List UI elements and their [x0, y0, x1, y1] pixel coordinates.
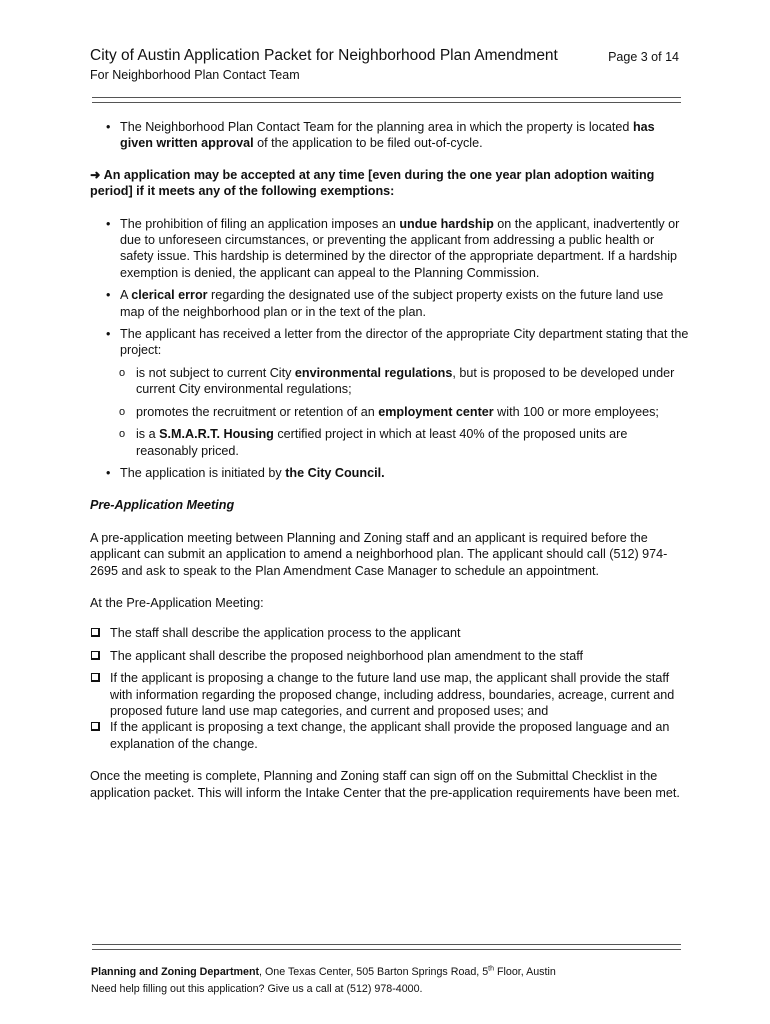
- header-subtitle: For Neighborhood Plan Contact Team: [90, 68, 300, 82]
- exemption-intro: ➜ An application may be accepted at any time [even during the one year plan adoption waiting period] if it meets any of the following exemptions:: [90, 167, 655, 199]
- arrow-icon: ➜: [90, 167, 101, 182]
- header-divider: [92, 97, 681, 103]
- checklist-item: If the applicant is proposing a change to the future land use map, the applicant shall provide the staff with information regarding the proposed change, including address, boundaries, acreage, current and proposed future land use map categories, and current and proposed uses; and: [90, 670, 690, 719]
- checklist: [90, 625, 690, 752]
- footer-divider: [92, 944, 681, 950]
- footer-help: Need help filling out this application? Give us a call at (512) 978-4000.: [91, 983, 423, 995]
- checkbox-icon: [91, 722, 100, 731]
- checklist-item: The staff shall describe the application process to the applicant: [90, 625, 690, 641]
- header-title: City of Austin Application Packet for Neighborhood Plan Amendment: [90, 47, 558, 64]
- footer-address: Planning and Zoning Department, One Texas Center, 505 Barton Springs Road, 5th Floor, Austin: [91, 965, 556, 978]
- checkbox-icon: [91, 651, 100, 660]
- exemption-clerical: • A clerical error regarding the designated use of the subject property exists on the future land use map of the neighborhood plan or in the text of the plan.: [90, 287, 690, 320]
- document-body: [90, 119, 690, 801]
- footer: [91, 964, 691, 998]
- exemption-council: • The application is initiated by the City Council.: [90, 465, 690, 481]
- closing-paragraph: Once the meeting is complete, Planning and Zoning staff can sign off on the Submittal Checklist in the application packet. This will inform the Intake Center that the pre-application requirements have been met.: [90, 769, 680, 800]
- exemption-letter: • The applicant has received a letter from the director of the appropriate City department stating that the project:: [90, 326, 690, 359]
- sub-smart-housing: o is a S.M.A.R.T. Housing certified project in which at least 40% of the proposed units are reasonably priced.: [90, 426, 690, 459]
- pre-app-subheading: At the Pre-Application Meeting:: [90, 595, 264, 610]
- checklist-item: If the applicant is proposing a text change, the applicant shall provide the proposed language and an explanation of the change.: [90, 719, 690, 752]
- bullet-contact-team: • The Neighborhood Plan Contact Team for the planning area in which the property is located has given written approval of the application to be filed out-of-cycle.: [90, 119, 690, 152]
- exemption-hardship: • The prohibition of filing an application imposes an undue hardship on the applicant, inadvertently or due to unforeseen circumstances, or preventing the applicant from addressing a public health or safety issue. This hardship is determined by the director of the appropriate department. If a hardship exemption is denied, the applicant can appeal to the Planning Commission.: [90, 216, 690, 282]
- checkbox-icon: [91, 628, 100, 637]
- sub-employment: o promotes the recruitment or retention of an employment center with 100 or more employees;: [90, 404, 690, 420]
- checkbox-icon: [91, 673, 100, 682]
- sub-environmental: o is not subject to current City environmental regulations, but is proposed to be developed under current City environmental regulations;: [90, 365, 690, 398]
- checklist-item: The applicant shall describe the proposed neighborhood plan amendment to the staff: [90, 648, 690, 664]
- page-number: Page 3 of 14: [608, 50, 679, 64]
- pre-app-paragraph: A pre-application meeting between Planning and Zoning staff and an applicant is required before the applicant can submit an application to amend a neighborhood plan. The applicant should call (512) 974-2695 and ask to speak to the Plan Amendment Case Manager to schedule an appointment.: [90, 530, 668, 578]
- section-heading: Pre-Application Meeting: [90, 498, 235, 513]
